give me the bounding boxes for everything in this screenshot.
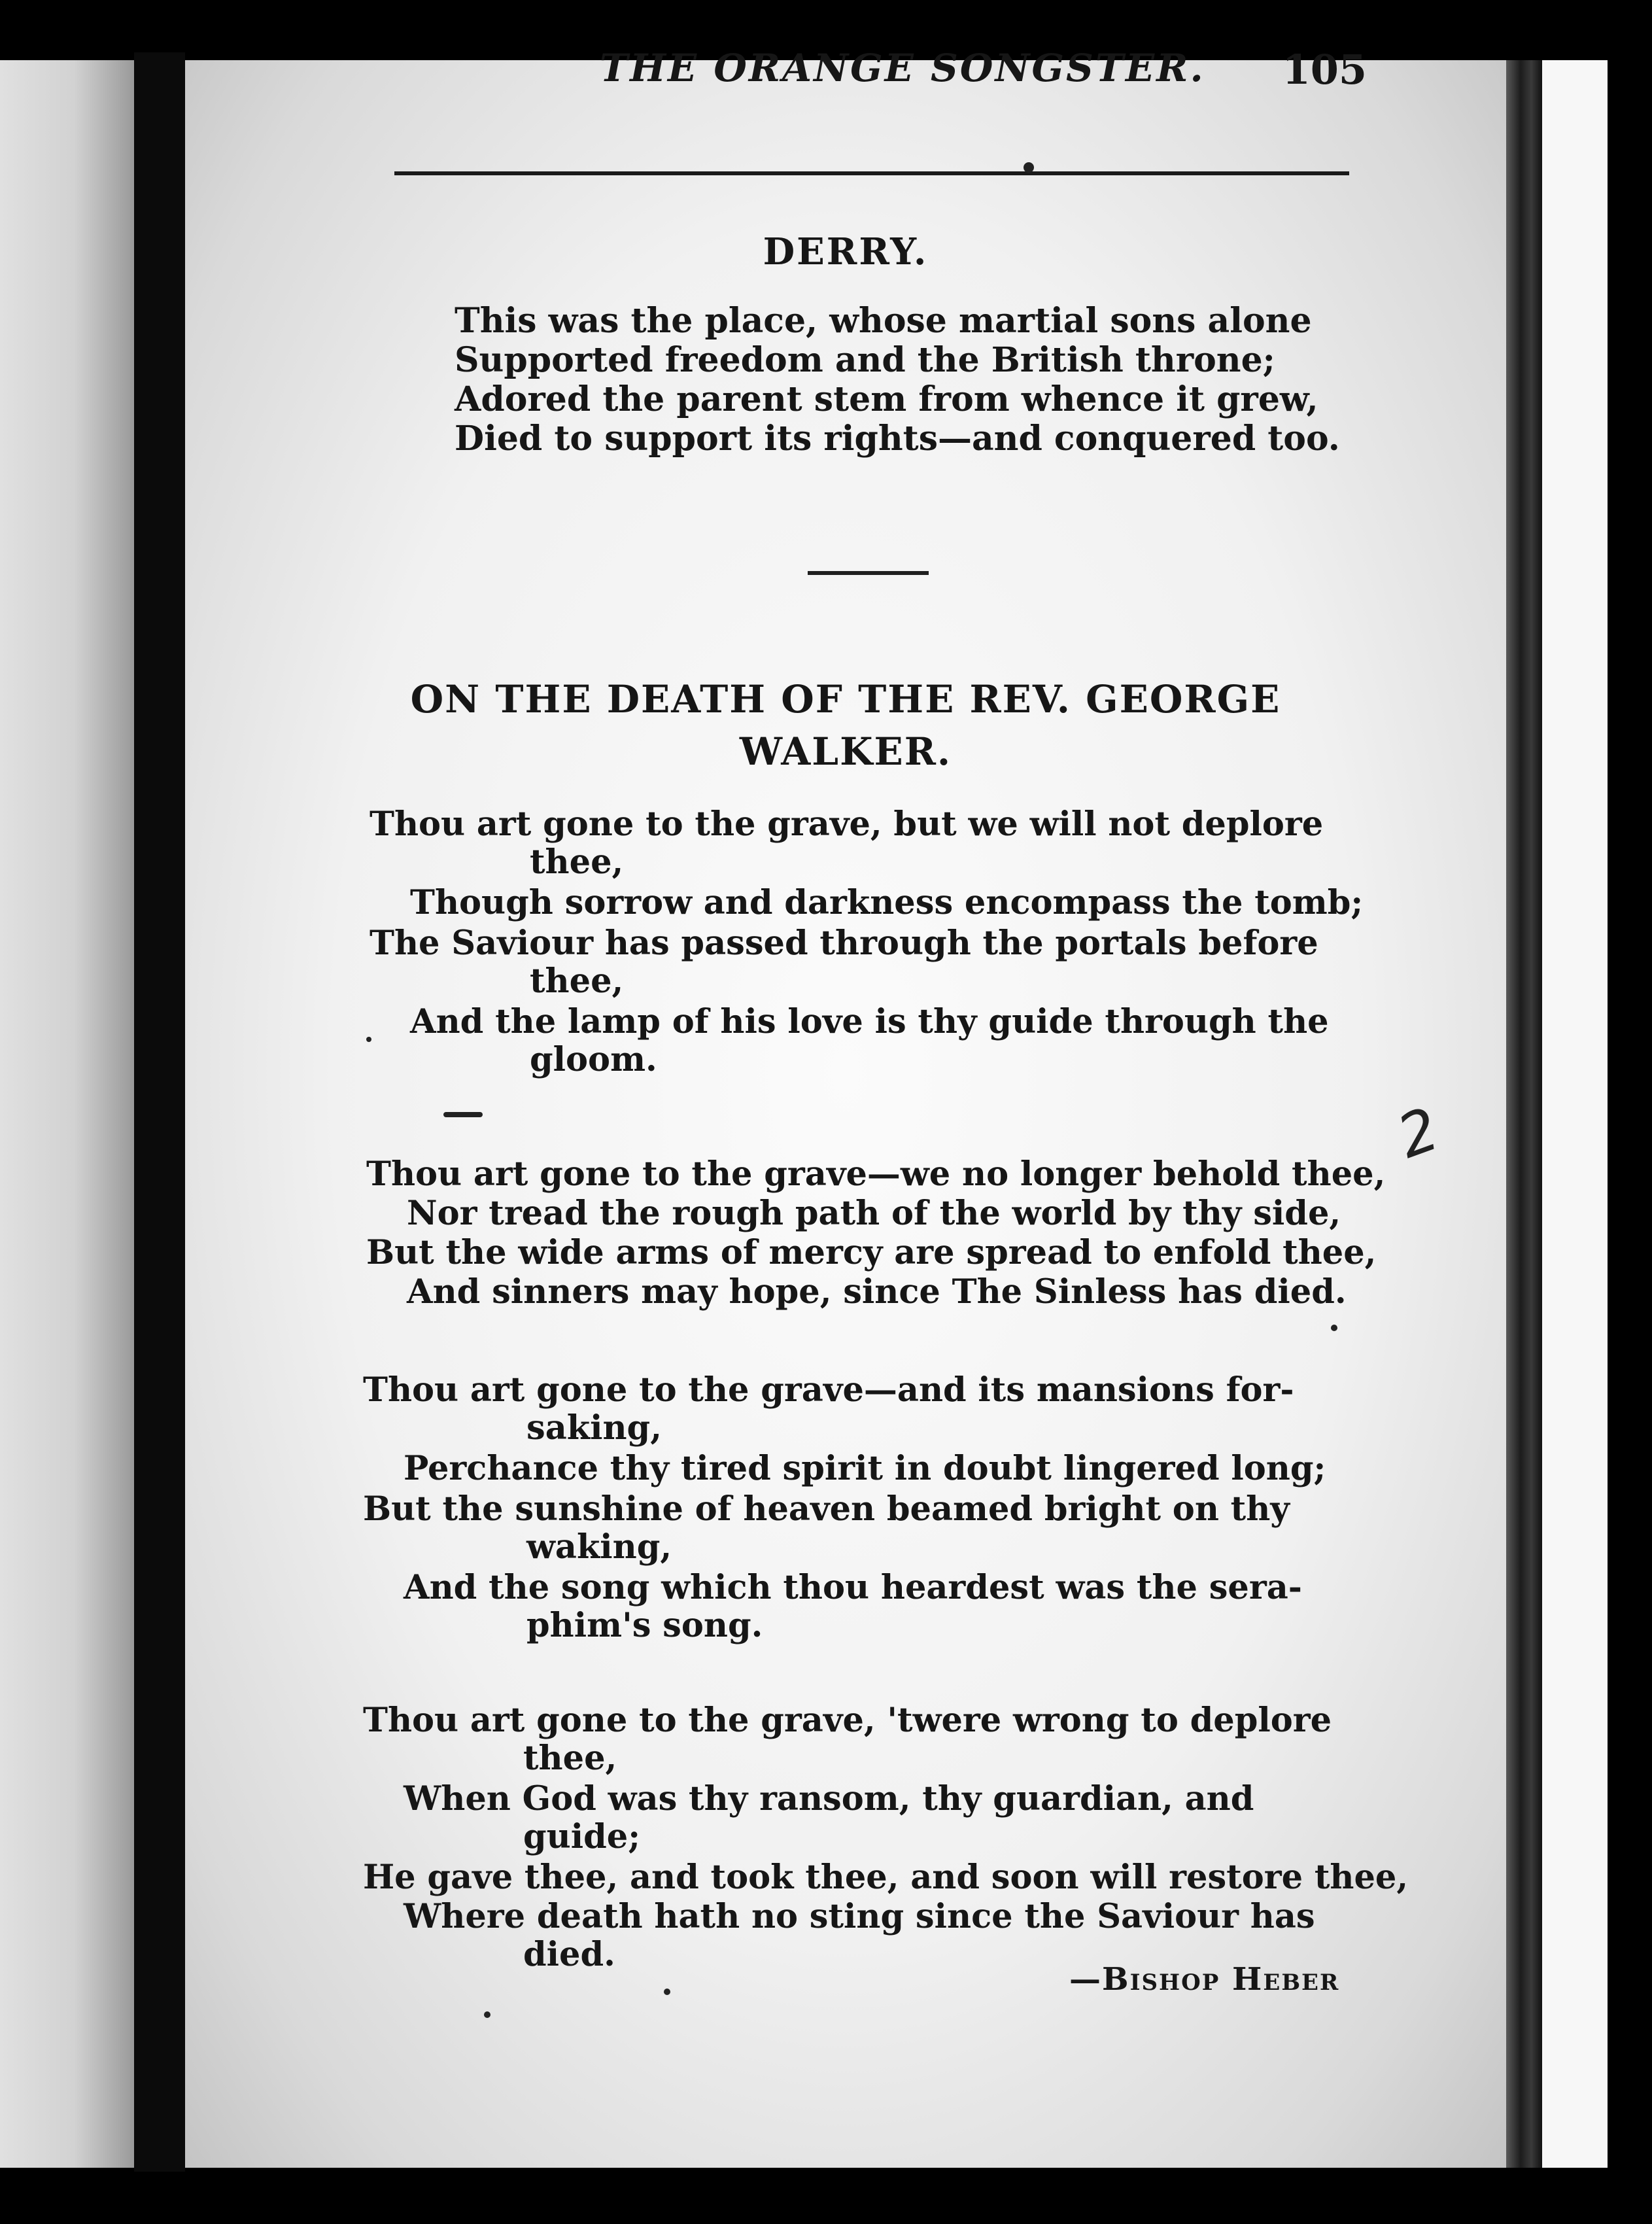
- verse-line: The Saviour has passed through the portals before: [370, 924, 1318, 963]
- scan-speck: [1024, 162, 1034, 173]
- verse-line: Supported freedom and the British throne;: [455, 340, 1275, 380]
- verse-line: And sinners may hope, since The Sinless has died.: [407, 1272, 1347, 1312]
- walker-title-line2: WALKER.: [739, 729, 952, 774]
- verse-line: This was the place, whose martial sons alone: [455, 301, 1312, 341]
- verse-line: saking,: [526, 1408, 662, 1448]
- verse-line: But the wide arms of mercy are spread to enfold thee,: [366, 1233, 1377, 1272]
- verse-line: thee,: [530, 843, 624, 882]
- verse-line: Thou art gone to the grave—and its mansions for-: [363, 1370, 1294, 1410]
- verse-line: Adored the parent stem from whence it grew,: [455, 379, 1318, 419]
- verse-line: And the song which thou heardest was the sera-: [404, 1568, 1302, 1607]
- verse-line: Died to support its rights—and conquered too.: [455, 419, 1340, 459]
- verse-line: phim's song.: [526, 1606, 763, 1645]
- scan-speck: [366, 1037, 371, 1042]
- walker-title-line1: ON THE DEATH OF THE REV. GEORGE: [410, 677, 1281, 721]
- verse-line: gloom.: [530, 1040, 657, 1079]
- section-divider: [808, 571, 929, 575]
- scan-speck: [484, 2011, 490, 2018]
- running-head: [412, 46, 1367, 105]
- margin-note: 2: [1388, 1094, 1448, 1172]
- scan-speck: [1331, 1325, 1337, 1331]
- page-fore-edge: [1542, 60, 1608, 2168]
- running-title: THE ORANGE SONGSTER.: [600, 46, 1205, 90]
- header-rule: [394, 171, 1349, 175]
- verse-line: waking,: [526, 1527, 672, 1567]
- verse-line: Where death hath no sting since the Saviour has: [404, 1897, 1315, 1936]
- page-number: 105: [1282, 46, 1367, 94]
- verse-line: But the sunshine of heaven beamed bright on thy: [363, 1489, 1290, 1529]
- verse-line: Thou art gone to the grave—we no longer behold thee,: [366, 1155, 1386, 1194]
- scan-speck: [443, 1112, 483, 1117]
- verse-line: And the lamp of his love is thy guide through the: [410, 1002, 1329, 1041]
- verse-line: He gave thee, and took thee, and soon will restore thee,: [363, 1858, 1409, 1897]
- verse-line: thee,: [530, 962, 624, 1001]
- verse-line: Nor tread the rough path of the world by thy side,: [407, 1194, 1341, 1233]
- page-stack-edge: [1506, 60, 1542, 2168]
- verse-line: thee,: [523, 1739, 617, 1778]
- derry-title: DERRY.: [763, 230, 929, 273]
- verse-line: Thou art gone to the grave, but we will not deplore: [370, 805, 1324, 844]
- verse-line: When God was thy ransom, thy guardian, and: [404, 1779, 1254, 1818]
- adjacent-page-edge: [0, 60, 134, 2168]
- verse-line: Thou art gone to the grave, 'twere wrong to deplore: [363, 1701, 1332, 1740]
- book-gutter: [134, 52, 185, 2172]
- scan-speck: [664, 1989, 670, 1995]
- verse-line: died.: [523, 1935, 615, 1974]
- verse-line: Perchance thy tired spirit in doubt lingered long;: [404, 1449, 1326, 1488]
- verse-line: guide;: [523, 1817, 641, 1856]
- verse-line: Though sorrow and darkness encompass the tomb;: [410, 883, 1364, 922]
- attribution: —Bishop Heber: [1069, 1961, 1340, 1998]
